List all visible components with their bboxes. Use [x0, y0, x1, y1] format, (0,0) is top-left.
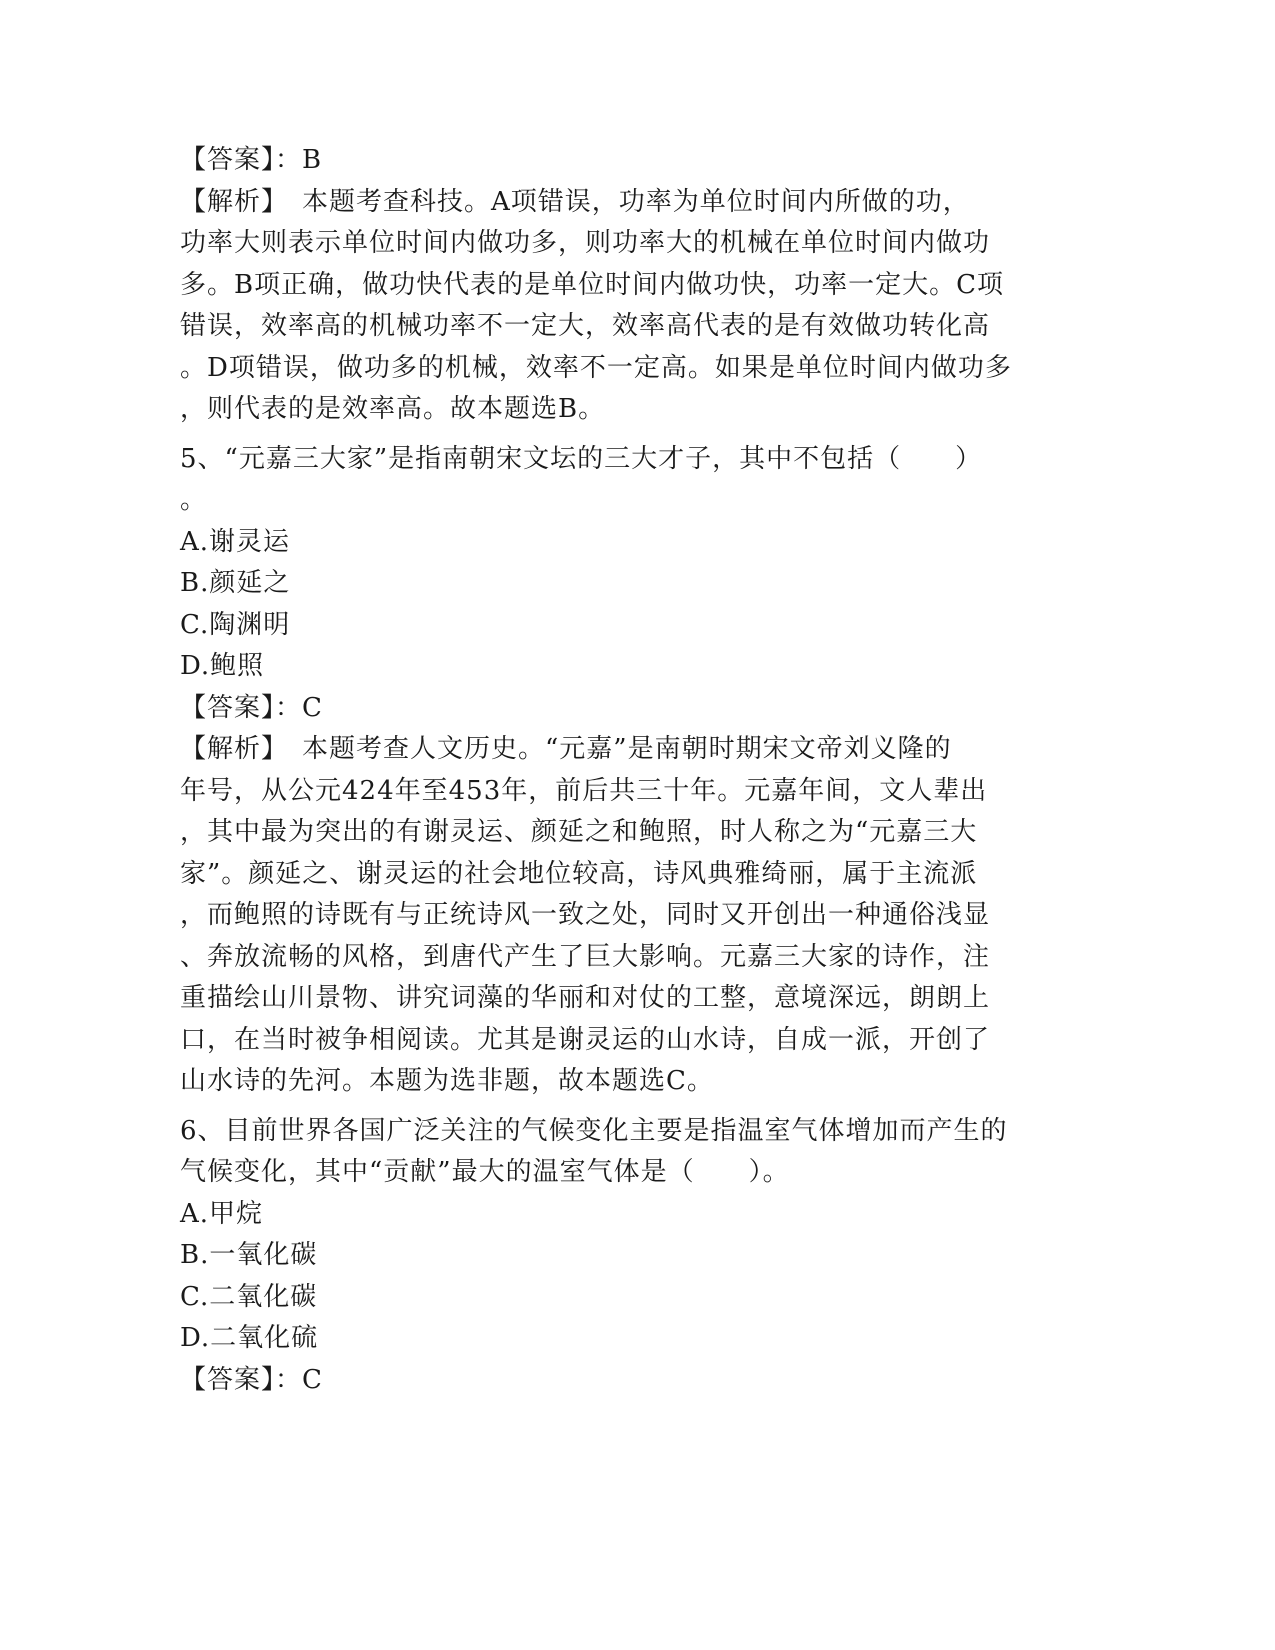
option-b: B.颜延之	[180, 568, 291, 598]
option-a: A.谢灵运	[180, 526, 291, 557]
analysis-line: 多。B项正确，做功快代表的是单位时间内做功快，功率一定大。C项	[180, 269, 1005, 300]
option-d: D.鲍照	[180, 651, 265, 681]
document-page	[180, 140, 1040, 1401]
option-c: C.陶渊明	[180, 609, 291, 640]
answer-line: 【答案】：C	[180, 692, 323, 723]
analysis-line: 、奔放流畅的风格，到唐代产生了巨大影响。元嘉三大家的诗作，注	[180, 941, 991, 972]
analysis-line: 【解析】 本题考查人文历史。“元嘉”是南朝时期宋文帝刘义隆的	[180, 734, 952, 764]
analysis-line: 功率大则表示单位时间内做功多，则功率大的机械在单位时间内做功	[180, 228, 991, 258]
option-d: D.二氧化硫	[180, 1323, 319, 1353]
question-stem: 5、“元嘉三大家”是指南朝宋文坛的三大才子，其中不包括（ ）	[180, 443, 983, 474]
question-stem: 6、目前世界各国广泛关注的气候变化主要是指温室气体增加而产生的	[180, 1115, 1008, 1146]
option-b: B.一氧化碳	[180, 1240, 318, 1270]
analysis-line: 。D项错误，做功多的机械，效率不一定高。如果是单位时间内做功多	[180, 352, 1012, 383]
analysis-line: 年号，从公元424年至453年，前后共三十年。元嘉年间，文人辈出	[180, 775, 988, 806]
option-a: A.甲烷	[180, 1198, 264, 1229]
question-4-block	[180, 140, 1040, 431]
analysis-line: 重描绘山川景物、讲究词藻的华丽和对仗的工整，意境深远，朗朗上	[180, 983, 991, 1013]
analysis-line: ，其中最为突出的有谢灵运、颜延之和鲍照，时人称之为“元嘉三大	[180, 817, 978, 847]
option-c: C.二氧化碳	[180, 1281, 318, 1312]
answer-line: 【答案】：C	[180, 1364, 323, 1395]
analysis-line: ，则代表的是效率高。故本题选B。	[180, 394, 606, 424]
question-5-block	[180, 439, 1040, 1103]
analysis-line: 错误，效率高的机械功率不一定大，效率高代表的是有效做功转化高	[180, 311, 991, 341]
answer-line: 【答案】：B	[180, 145, 323, 175]
analysis-line: ，而鲍照的诗既有与正统诗风一致之处，同时又开创出一种通俗浅显	[180, 900, 991, 930]
analysis-line: 【解析】 本题考查科技。A项错误，功率为单位时间内所做的功，	[180, 186, 970, 217]
analysis-line: 山水诗的先河。本题为选非题，故本题选C。	[180, 1066, 714, 1096]
analysis-line: 家”。颜延之、谢灵运的社会地位较高，诗风典雅绮丽，属于主流派	[180, 858, 978, 889]
question-6-block	[180, 1111, 1040, 1402]
question-stem: 气候变化，其中“贡献”最大的温室气体是（ ）。	[180, 1157, 790, 1187]
analysis-line: 口，在当时被争相阅读。尤其是谢灵运的山水诗，自成一派，开创了	[180, 1024, 991, 1055]
question-stem: 。	[180, 485, 208, 515]
